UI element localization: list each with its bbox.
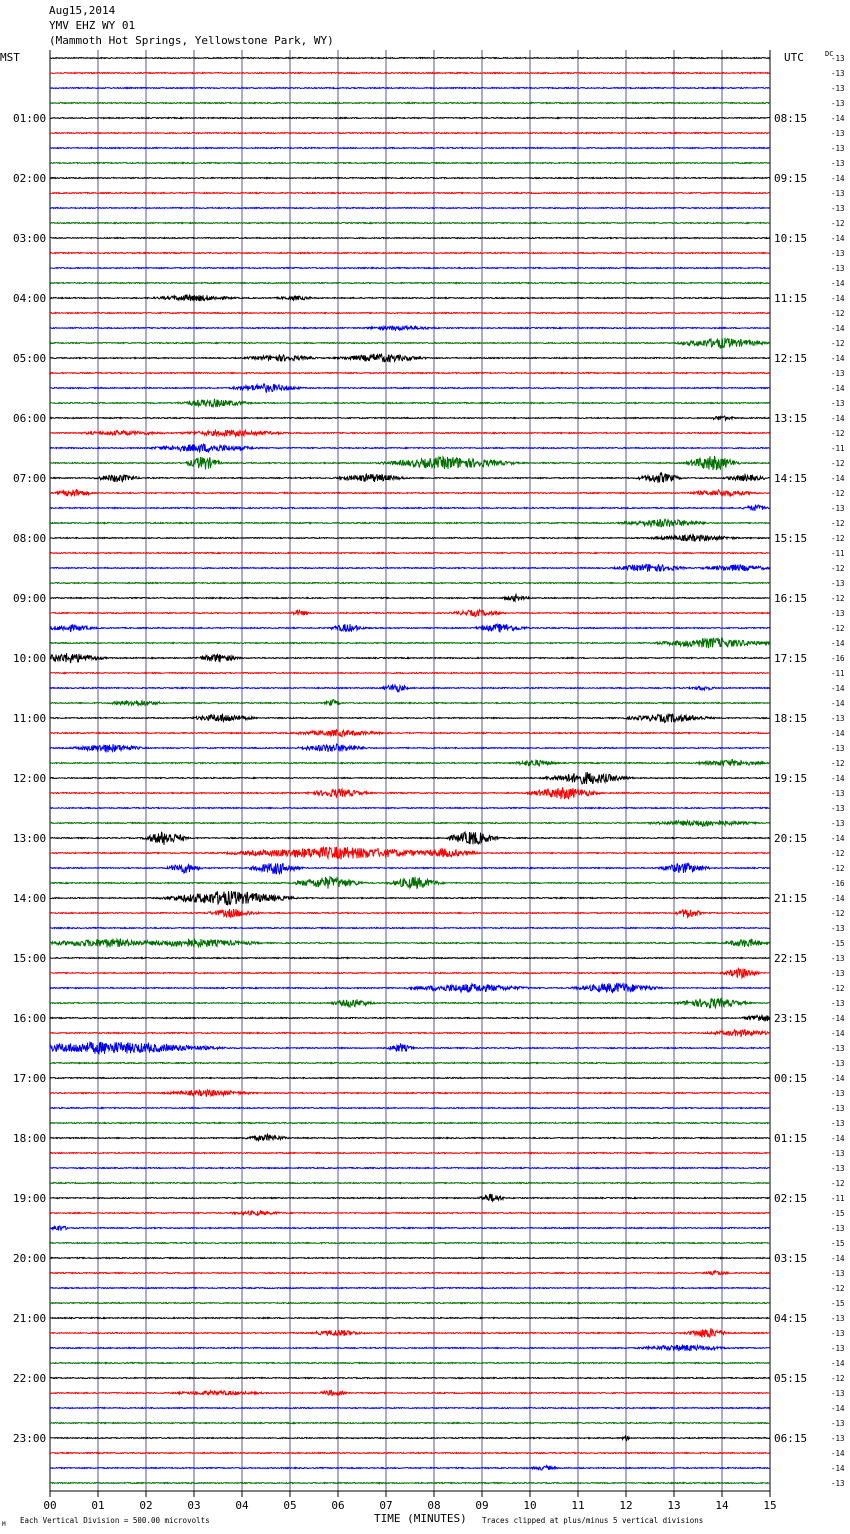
dc-offset-label: -14 xyxy=(831,384,845,393)
x-axis-title: TIME (MINUTES) xyxy=(374,1512,467,1525)
trace-row-34 xyxy=(50,552,770,553)
trace-row-80 xyxy=(50,1242,770,1243)
dc-offset-label: -11 xyxy=(831,444,845,453)
trace-row-6 xyxy=(50,132,770,133)
right-hour-label: 02:15 xyxy=(774,1192,808,1205)
trace-row-15 xyxy=(50,267,770,268)
trace-row-66 xyxy=(50,1030,770,1037)
dc-offset-label: -15 xyxy=(831,1299,845,1308)
dc-offset-label: -14 xyxy=(831,234,845,243)
right-hour-label: 06:15 xyxy=(774,1432,808,1445)
dc-offset-label: -12 xyxy=(831,594,845,603)
dc-offset-label: -12 xyxy=(831,534,845,543)
trace-row-57 xyxy=(50,891,770,905)
x-tick-label: 12 xyxy=(619,1499,633,1512)
x-tick-label: 15 xyxy=(763,1499,777,1512)
trace-row-84 xyxy=(50,1302,770,1303)
dc-offset-label: -14 xyxy=(831,684,845,693)
right-hour-label: 22:15 xyxy=(774,952,808,965)
dc-offset-label: -14 xyxy=(831,1449,845,1458)
dc-offset-label: -14 xyxy=(831,174,845,183)
dc-offset-label: -14 xyxy=(831,1359,845,1368)
dc-offset-label: -14 xyxy=(831,1074,845,1083)
dc-offset-label: -13 xyxy=(831,54,845,63)
x-tick-label: 08 xyxy=(427,1499,441,1512)
trace-row-52 xyxy=(50,821,770,827)
dc-offset-label: -12 xyxy=(831,624,845,633)
right-hour-label: 14:15 xyxy=(774,472,808,485)
dc-offset-label: -14 xyxy=(831,1464,845,1473)
left-hour-label: 05:00 xyxy=(13,352,47,365)
x-tick-label: 11 xyxy=(571,1499,585,1512)
trace-row-54 xyxy=(50,847,770,860)
dc-offset-label: -12 xyxy=(831,339,845,348)
trace-row-95 xyxy=(50,1466,770,1470)
trace-row-71 xyxy=(50,1107,770,1108)
trace-row-5 xyxy=(50,117,770,118)
dc-offset-label: -14 xyxy=(831,294,845,303)
trace-row-39 xyxy=(50,624,770,632)
dc-offset-label: -14 xyxy=(831,639,845,648)
right-hour-label: 03:15 xyxy=(774,1252,808,1265)
trace-row-78 xyxy=(50,1211,770,1215)
right-hour-label: 00:15 xyxy=(774,1072,808,1085)
dc-offset-label: -12 xyxy=(831,459,845,468)
dc-offset-label: -13 xyxy=(831,1149,845,1158)
trace-row-22 xyxy=(50,372,770,373)
dc-offset-label: -12 xyxy=(831,984,845,993)
dc-offset-label: -13 xyxy=(831,819,845,828)
trace-row-85 xyxy=(50,1317,770,1318)
right-hour-label: 19:15 xyxy=(774,772,808,785)
dc-offset-label: -13 xyxy=(831,84,845,93)
right-hour-label: 04:15 xyxy=(774,1312,808,1325)
dc-offset-label: -13 xyxy=(831,1344,845,1353)
plot-date: Aug15,2014 xyxy=(49,4,116,17)
trace-row-26 xyxy=(50,430,770,437)
left-hour-label: 13:00 xyxy=(13,832,47,845)
dc-offset-label: -15 xyxy=(831,939,845,948)
scale-note: Each Vertical Division = 500.00 microvolts xyxy=(20,1516,210,1525)
dc-offset-label: -13 xyxy=(831,1389,845,1398)
trace-row-3 xyxy=(50,87,770,88)
dc-offset-label: -13 xyxy=(831,1089,845,1098)
right-hour-label: 20:15 xyxy=(774,832,808,845)
dc-offset-label: -13 xyxy=(831,1269,845,1278)
trace-row-94 xyxy=(50,1452,770,1453)
trace-row-82 xyxy=(50,1271,770,1275)
left-hour-label: 01:00 xyxy=(13,112,47,125)
right-hour-label: 09:15 xyxy=(774,172,808,185)
trace-row-4 xyxy=(50,102,770,103)
trace-row-41 xyxy=(50,653,770,663)
dc-offset-label: -12 xyxy=(831,849,845,858)
trace-row-65 xyxy=(50,1015,770,1022)
dc-offset-label: -13 xyxy=(831,264,845,273)
dc-offset-label: -14 xyxy=(831,1014,845,1023)
trace-row-14 xyxy=(50,252,770,253)
trace-row-49 xyxy=(50,772,770,784)
dc-offset-label: -13 xyxy=(831,579,845,588)
dc-offset-label: -14 xyxy=(831,324,845,333)
dc-offset-label: -11 xyxy=(831,1194,845,1203)
dc-offset-label: -12 xyxy=(831,1284,845,1293)
dc-offset-label: -13 xyxy=(831,1059,845,1068)
dc-offset-label: -13 xyxy=(831,1104,845,1113)
x-tick-label: 13 xyxy=(667,1499,681,1512)
right-hour-label: 12:15 xyxy=(774,352,808,365)
dc-offset-label: -13 xyxy=(831,789,845,798)
trace-row-69 xyxy=(50,1077,770,1078)
dc-offset-label: -13 xyxy=(831,1119,845,1128)
dc-offset-label: -12 xyxy=(831,864,845,873)
dc-offset-label: -13 xyxy=(831,1434,845,1443)
trace-row-92 xyxy=(50,1422,770,1423)
trace-row-68 xyxy=(50,1062,770,1063)
left-hour-label: 19:00 xyxy=(13,1192,47,1205)
trace-row-23 xyxy=(50,384,770,393)
left-hour-label: 14:00 xyxy=(13,892,47,905)
trace-row-72 xyxy=(50,1122,770,1123)
dc-offset-label: -15 xyxy=(831,1239,845,1248)
dc-offset-label: -13 xyxy=(831,1044,845,1053)
dc-offset-label: -13 xyxy=(831,159,845,168)
trace-row-50 xyxy=(50,787,770,799)
dc-offset-label: -13 xyxy=(831,189,845,198)
dc-offset-label: -12 xyxy=(831,429,845,438)
trace-row-27 xyxy=(50,444,770,452)
trace-row-42 xyxy=(50,672,770,673)
right-hour-label: 15:15 xyxy=(774,532,808,545)
dc-offset-label: -13 xyxy=(831,249,845,258)
trace-row-8 xyxy=(50,162,770,163)
dc-offset-label: -12 xyxy=(831,1179,845,1188)
dc-offset-label: -13 xyxy=(831,1479,845,1488)
left-hour-label: 09:00 xyxy=(13,592,47,605)
trace-row-55 xyxy=(50,863,770,874)
trace-row-51 xyxy=(50,807,770,808)
trace-row-1 xyxy=(50,57,770,58)
trace-row-70 xyxy=(50,1090,770,1097)
dc-offset-label: -13 xyxy=(831,1419,845,1428)
corner-mark: M xyxy=(2,1521,6,1528)
trace-row-17 xyxy=(50,295,770,302)
left-hour-label: 21:00 xyxy=(13,1312,47,1325)
station-location: (Mammoth Hot Springs, Yellowstone Park, WY) xyxy=(49,34,334,47)
left-hour-label: 20:00 xyxy=(13,1252,47,1265)
trace-row-77 xyxy=(50,1194,770,1201)
left-hour-label: 06:00 xyxy=(13,412,47,425)
left-hour-label: 15:00 xyxy=(13,952,47,965)
dc-offset-label: -13 xyxy=(831,714,845,723)
trace-row-58 xyxy=(50,909,770,917)
trace-row-76 xyxy=(50,1182,770,1183)
trace-row-74 xyxy=(50,1152,770,1153)
dc-offset-label: -14 xyxy=(831,774,845,783)
x-tick-label: 00 xyxy=(43,1499,57,1512)
trace-row-18 xyxy=(50,312,770,313)
left-hour-label: 16:00 xyxy=(13,1012,47,1025)
left-hour-label: 07:00 xyxy=(13,472,47,485)
trace-row-60 xyxy=(50,939,770,948)
dc-offset-label: -12 xyxy=(831,909,845,918)
trace-row-53 xyxy=(50,832,770,845)
x-tick-label: 04 xyxy=(235,1499,249,1512)
trace-row-62 xyxy=(50,968,770,977)
right-hour-label: 23:15 xyxy=(774,1012,808,1025)
left-axis-label: MST xyxy=(0,51,20,64)
left-hour-label: 18:00 xyxy=(13,1132,47,1145)
x-tick-label: 07 xyxy=(379,1499,393,1512)
trace-row-79 xyxy=(50,1226,770,1231)
right-hour-label: 05:15 xyxy=(774,1372,808,1385)
left-hour-label: 17:00 xyxy=(13,1072,47,1085)
dc-offset-label: -14 xyxy=(831,1404,845,1413)
clip-note: Traces clipped at plus/minus 5 vertical divisions xyxy=(482,1516,704,1525)
trace-row-25 xyxy=(50,416,770,420)
trace-row-11 xyxy=(50,207,770,208)
dc-offset-label: -13 xyxy=(831,129,845,138)
dc-offset-label: -13 xyxy=(831,1164,845,1173)
trace-row-48 xyxy=(50,759,770,766)
trace-row-16 xyxy=(50,282,770,283)
dc-offset-label: -14 xyxy=(831,354,845,363)
dc-offset-label: -13 xyxy=(831,924,845,933)
dc-offset-label: -14 xyxy=(831,474,845,483)
dc-offset-label: -13 xyxy=(831,144,845,153)
trace-row-21 xyxy=(50,354,770,363)
trace-row-30 xyxy=(50,489,770,496)
dc-offset-label: -13 xyxy=(831,99,845,108)
trace-row-29 xyxy=(50,473,770,483)
dc-offset-label: -16 xyxy=(831,879,845,888)
trace-row-87 xyxy=(50,1344,770,1351)
right-hour-label: 16:15 xyxy=(774,592,808,605)
trace-row-88 xyxy=(50,1362,770,1363)
right-hour-label: 10:15 xyxy=(774,232,808,245)
trace-row-10 xyxy=(50,192,770,193)
trace-row-36 xyxy=(50,582,770,583)
right-hour-label: 11:15 xyxy=(774,292,808,305)
dc-offset-label: -13 xyxy=(831,1314,845,1323)
trace-row-37 xyxy=(50,595,770,602)
dc-offset-label: -12 xyxy=(831,309,845,318)
dc-offset-label: -14 xyxy=(831,729,845,738)
dc-offset-label: -14 xyxy=(831,114,845,123)
trace-row-44 xyxy=(50,700,770,707)
trace-row-47 xyxy=(50,744,770,752)
left-hour-label: 03:00 xyxy=(13,232,47,245)
trace-row-81 xyxy=(50,1257,770,1258)
dc-offset-label: -13 xyxy=(831,609,845,618)
trace-row-13 xyxy=(50,237,770,238)
trace-row-86 xyxy=(50,1328,770,1337)
x-tick-label: 06 xyxy=(331,1499,345,1512)
minute-gridlines xyxy=(50,50,770,1491)
dc-offset-label: -13 xyxy=(831,744,845,753)
trace-row-19 xyxy=(50,326,770,330)
dc-offset-label: -13 xyxy=(831,1329,845,1338)
trace-row-67 xyxy=(50,1042,770,1054)
dc-offset-label: -12 xyxy=(831,1374,845,1383)
trace-row-59 xyxy=(50,927,770,928)
dc-offset-label: -13 xyxy=(831,969,845,978)
dc-offset-label: -12 xyxy=(831,564,845,573)
trace-row-83 xyxy=(50,1287,770,1288)
dc-offset-label: -12 xyxy=(831,489,845,498)
left-hour-label: 12:00 xyxy=(13,772,47,785)
right-hour-label: 21:15 xyxy=(774,892,808,905)
x-tick-label: 03 xyxy=(187,1499,201,1512)
dc-offset-label: -14 xyxy=(831,414,845,423)
x-tick-label: 01 xyxy=(91,1499,105,1512)
trace-row-45 xyxy=(50,714,770,723)
dc-offset-label: -14 xyxy=(831,699,845,708)
left-hour-label: 04:00 xyxy=(13,292,47,305)
x-tick-label: 14 xyxy=(715,1499,729,1512)
trace-row-38 xyxy=(50,610,770,617)
trace-row-90 xyxy=(50,1390,770,1396)
dc-offset-label: -13 xyxy=(831,999,845,1008)
x-tick-label: 10 xyxy=(523,1499,537,1512)
trace-row-56 xyxy=(50,877,770,889)
trace-row-91 xyxy=(50,1407,770,1408)
seismic-traces xyxy=(50,57,770,1483)
x-tick-label: 05 xyxy=(283,1499,297,1512)
trace-row-7 xyxy=(50,147,770,148)
dc-label: DC xyxy=(825,50,834,58)
dc-offset-label: -14 xyxy=(831,1134,845,1143)
trace-row-9 xyxy=(50,177,770,178)
trace-row-73 xyxy=(50,1135,770,1141)
dc-offset-label: -12 xyxy=(831,519,845,528)
dc-offset-label: -13 xyxy=(831,504,845,513)
dc-offset-label: -13 xyxy=(831,204,845,213)
trace-row-32 xyxy=(50,519,770,527)
dc-offset-label: -14 xyxy=(831,279,845,288)
dc-offset-label: -15 xyxy=(831,1209,845,1218)
trace-row-96 xyxy=(50,1482,770,1483)
trace-row-93 xyxy=(50,1435,770,1441)
trace-row-75 xyxy=(50,1167,770,1168)
trace-row-20 xyxy=(50,338,770,348)
dc-offset-label: -14 xyxy=(831,1254,845,1263)
dc-offset-label: -16 xyxy=(831,654,845,663)
left-hour-label: 23:00 xyxy=(13,1432,47,1445)
dc-offset-label: -12 xyxy=(831,219,845,228)
right-hour-label: 17:15 xyxy=(774,652,808,665)
trace-row-63 xyxy=(50,983,770,993)
dc-offset-label: -13 xyxy=(831,954,845,963)
trace-row-61 xyxy=(50,957,770,958)
trace-row-12 xyxy=(50,222,770,223)
dc-offset-label: -11 xyxy=(831,669,845,678)
left-hour-label: 11:00 xyxy=(13,712,47,725)
right-hour-label: 13:15 xyxy=(774,412,808,425)
dc-offset-label: -13 xyxy=(831,69,845,78)
dc-offset-label: -13 xyxy=(831,399,845,408)
left-hour-label: 02:00 xyxy=(13,172,47,185)
trace-row-33 xyxy=(50,535,770,542)
dc-offset-label: -13 xyxy=(831,369,845,378)
dc-offset-label: -11 xyxy=(831,549,845,558)
left-hour-label: 08:00 xyxy=(13,532,47,545)
left-hour-label: 22:00 xyxy=(13,1372,47,1385)
dc-offset-label: -14 xyxy=(831,834,845,843)
trace-row-64 xyxy=(50,998,770,1008)
axis-labels xyxy=(0,50,845,1528)
trace-row-28 xyxy=(50,456,770,470)
right-hour-label: 01:15 xyxy=(774,1132,808,1145)
trace-row-24 xyxy=(50,399,770,408)
trace-row-40 xyxy=(50,638,770,648)
dc-offset-label: -13 xyxy=(831,804,845,813)
x-tick-label: 02 xyxy=(139,1499,153,1512)
trace-row-35 xyxy=(50,564,770,572)
right-hour-label: 08:15 xyxy=(774,112,808,125)
dc-offset-label: -13 xyxy=(831,1224,845,1233)
right-axis-label: UTC xyxy=(784,51,804,64)
trace-row-2 xyxy=(50,72,770,73)
trace-row-43 xyxy=(50,685,770,692)
trace-row-46 xyxy=(50,730,770,736)
left-hour-label: 10:00 xyxy=(13,652,47,665)
dc-offset-label: -14 xyxy=(831,894,845,903)
trace-row-89 xyxy=(50,1377,770,1378)
dc-offset-label: -14 xyxy=(831,1029,845,1038)
station-code: YMV EHZ WY 01 xyxy=(49,19,136,32)
x-tick-label: 09 xyxy=(475,1499,489,1512)
right-hour-label: 18:15 xyxy=(774,712,808,725)
trace-row-31 xyxy=(50,505,770,511)
dc-offset-label: -12 xyxy=(831,759,845,768)
